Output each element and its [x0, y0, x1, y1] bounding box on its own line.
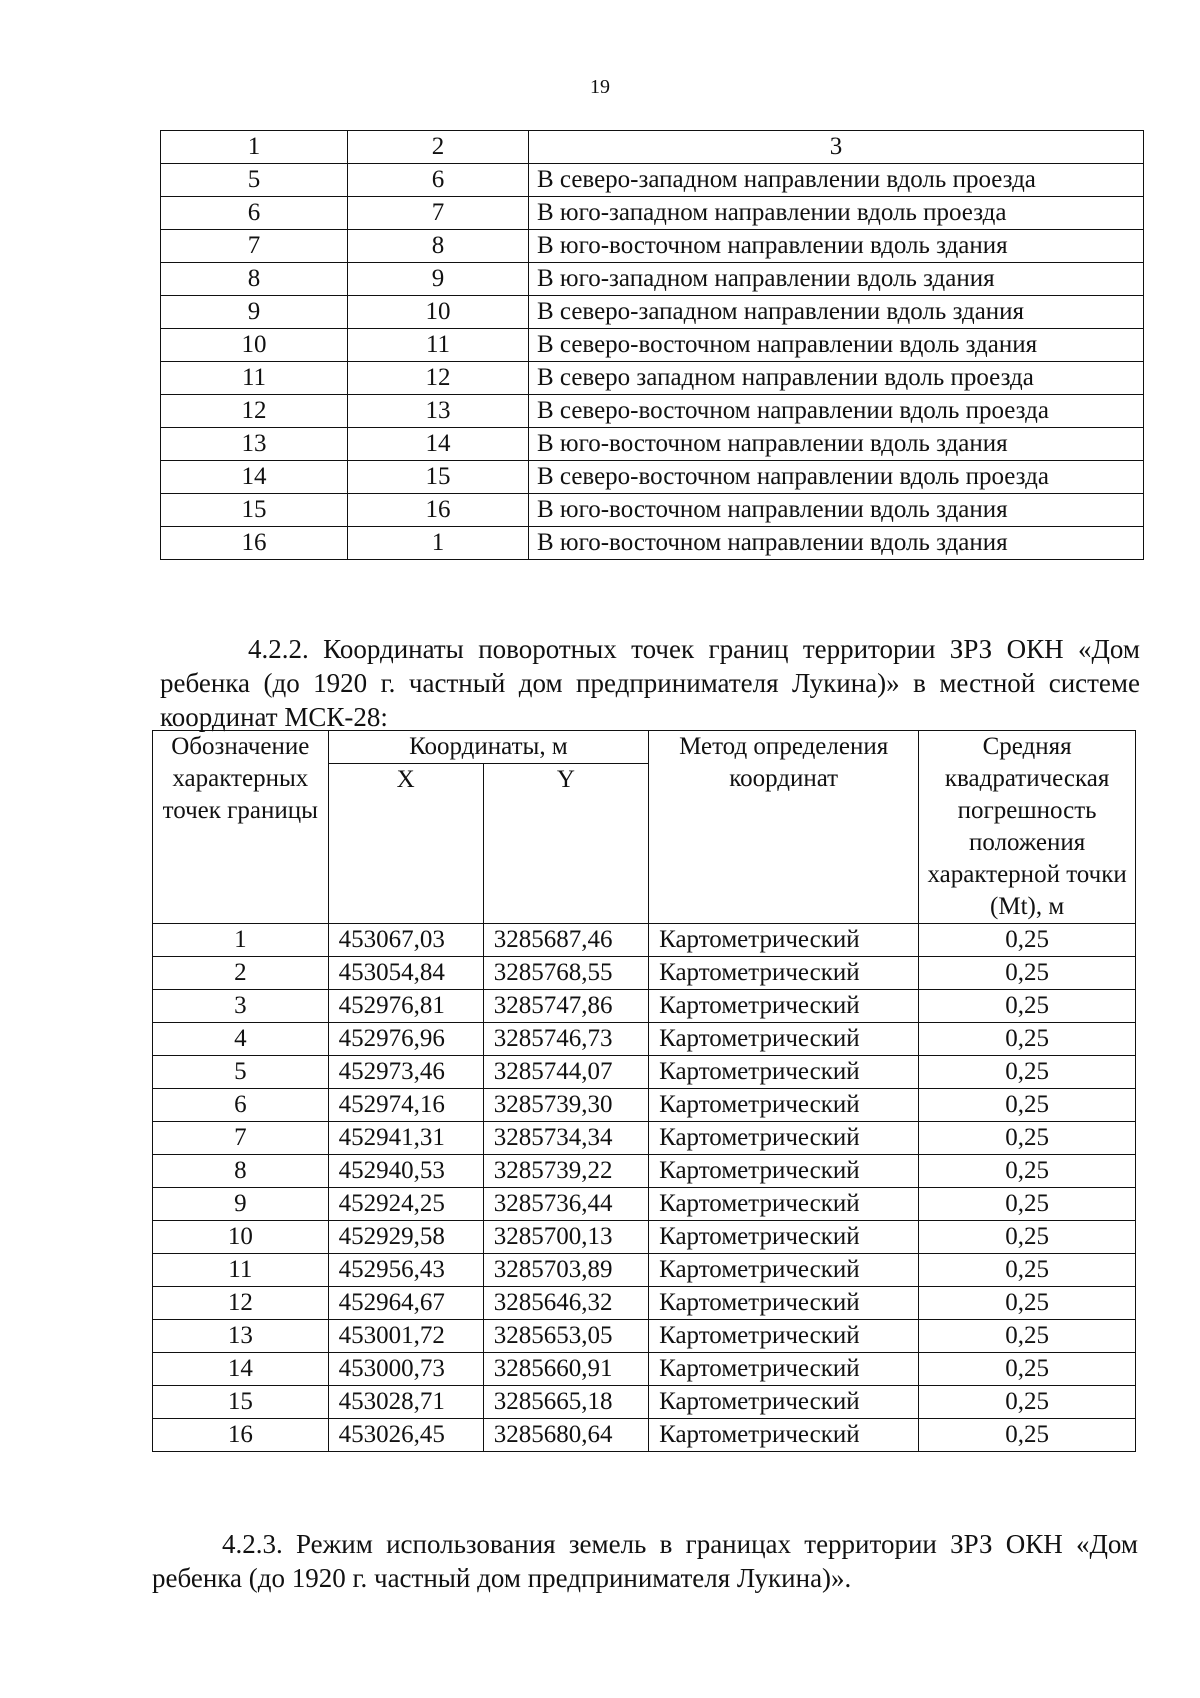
to-point: 13	[348, 395, 529, 428]
error-value: 0,25	[919, 1188, 1136, 1221]
table-row	[153, 1221, 1136, 1254]
table-row	[153, 1419, 1136, 1452]
method: Картометрический	[649, 1188, 919, 1221]
table-row	[153, 1089, 1136, 1122]
error-value: 0,25	[919, 1023, 1136, 1056]
point-number: 15	[153, 1386, 329, 1419]
x-coordinate: 452964,67	[328, 1287, 483, 1320]
x-coordinate: 452976,96	[328, 1023, 483, 1056]
method: Картометрический	[649, 1155, 919, 1188]
segments-table	[160, 130, 1144, 560]
y-coordinate: 3285739,30	[483, 1089, 648, 1122]
x-coordinate: 453028,71	[328, 1386, 483, 1419]
col-header: 3	[529, 131, 1144, 164]
error-value: 0,25	[919, 1320, 1136, 1353]
from-point: 6	[161, 197, 348, 230]
y-coordinate: 3285744,07	[483, 1056, 648, 1089]
error-value: 0,25	[919, 1089, 1136, 1122]
point-number: 6	[153, 1089, 329, 1122]
col-header: 1	[161, 131, 348, 164]
table-row	[161, 197, 1144, 230]
y-coordinate: 3285703,89	[483, 1254, 648, 1287]
col-header: 2	[348, 131, 529, 164]
section-4-2-3-paragraph: 4.2.3. Режим использования земель в границах территории ЗРЗ ОКН «Дом ребенка (до 1920 г. частный дом предпринимателя Лукина)».	[152, 1529, 1138, 1593]
to-point: 15	[348, 461, 529, 494]
error-value: 0,25	[919, 1353, 1136, 1386]
point-number: 1	[153, 924, 329, 957]
direction-description: В юго-восточном направлении вдоль здания	[529, 494, 1144, 527]
point-number: 12	[153, 1287, 329, 1320]
y-coordinate: 3285736,44	[483, 1188, 648, 1221]
table-row	[153, 1056, 1136, 1089]
method: Картометрический	[649, 1056, 919, 1089]
to-point: 7	[348, 197, 529, 230]
method: Картометрический	[649, 1419, 919, 1452]
x-coordinate: 452974,16	[328, 1089, 483, 1122]
point-number: 4	[153, 1023, 329, 1056]
point-number: 14	[153, 1353, 329, 1386]
to-point: 9	[348, 263, 529, 296]
method: Картометрический	[649, 1023, 919, 1056]
method: Картометрический	[649, 1353, 919, 1386]
method: Картометрический	[649, 1089, 919, 1122]
table-row	[153, 1287, 1136, 1320]
to-point: 1	[348, 527, 529, 560]
table-header-row	[161, 131, 1144, 164]
method: Картометрический	[649, 1254, 919, 1287]
point-number: 13	[153, 1320, 329, 1353]
y-coordinate: 3285739,22	[483, 1155, 648, 1188]
error-value: 0,25	[919, 1287, 1136, 1320]
y-coordinate: 3285746,73	[483, 1023, 648, 1056]
method: Картометрический	[649, 1122, 919, 1155]
table-row	[153, 1386, 1136, 1419]
direction-description: В северо-западном направлении вдоль здания	[529, 296, 1144, 329]
table-row	[161, 527, 1144, 560]
point-number: 5	[153, 1056, 329, 1089]
table-row	[153, 1320, 1136, 1353]
point-number: 8	[153, 1155, 329, 1188]
x-coordinate: 452929,58	[328, 1221, 483, 1254]
to-point: 14	[348, 428, 529, 461]
x-coordinate: 452940,53	[328, 1155, 483, 1188]
error-value: 0,25	[919, 990, 1136, 1023]
x-coordinate: 453000,73	[328, 1353, 483, 1386]
point-number: 11	[153, 1254, 329, 1287]
to-point: 11	[348, 329, 529, 362]
error-value: 0,25	[919, 1122, 1136, 1155]
from-point: 14	[161, 461, 348, 494]
y-coordinate: 3285734,34	[483, 1122, 648, 1155]
point-number: 16	[153, 1419, 329, 1452]
table-row	[153, 1155, 1136, 1188]
method: Картометрический	[649, 1386, 919, 1419]
table-row	[161, 428, 1144, 461]
from-point: 13	[161, 428, 348, 461]
to-point: 8	[348, 230, 529, 263]
direction-description: В юго-западном направлении вдоль проезда	[529, 197, 1144, 230]
y-coordinate: 3285680,64	[483, 1419, 648, 1452]
table-row	[153, 1122, 1136, 1155]
from-point: 8	[161, 263, 348, 296]
table-row	[161, 362, 1144, 395]
y-coordinate: 3285653,05	[483, 1320, 648, 1353]
x-coordinate: 453001,72	[328, 1320, 483, 1353]
direction-description: В юго-западном направлении вдоль здания	[529, 263, 1144, 296]
table-row	[161, 461, 1144, 494]
to-point: 10	[348, 296, 529, 329]
point-number: 2	[153, 957, 329, 990]
y-coordinate: 3285687,46	[483, 924, 648, 957]
page-number: 19	[590, 76, 610, 98]
error-value: 0,25	[919, 1386, 1136, 1419]
method: Картометрический	[649, 1287, 919, 1320]
x-coordinate: 453026,45	[328, 1419, 483, 1452]
table-row	[153, 1188, 1136, 1221]
header-method: Метод определения координат	[649, 731, 919, 924]
table-row	[161, 296, 1144, 329]
method: Картометрический	[649, 924, 919, 957]
y-coordinate: 3285646,32	[483, 1287, 648, 1320]
table-row	[161, 230, 1144, 263]
point-number: 7	[153, 1122, 329, 1155]
y-coordinate: 3285665,18	[483, 1386, 648, 1419]
to-point: 12	[348, 362, 529, 395]
from-point: 9	[161, 296, 348, 329]
from-point: 11	[161, 362, 348, 395]
table-row	[153, 1353, 1136, 1386]
from-point: 16	[161, 527, 348, 560]
x-coordinate: 453054,84	[328, 957, 483, 990]
section-4-2-2-paragraph: 4.2.2. Координаты поворотных точек границ территории ЗРЗ ОКН «Дом ребенка (до 1920 г. частный дом предпринимателя Лукина)» в местной системе координат МСК-28:	[160, 634, 1140, 732]
from-point: 7	[161, 230, 348, 263]
error-value: 0,25	[919, 1221, 1136, 1254]
direction-description: В северо-восточном направлении вдоль проезда	[529, 461, 1144, 494]
table-row	[153, 1023, 1136, 1056]
table-row	[153, 957, 1136, 990]
to-point: 6	[348, 164, 529, 197]
method: Картометрический	[649, 1221, 919, 1254]
x-coordinate: 453067,03	[328, 924, 483, 957]
x-coordinate: 452941,31	[328, 1122, 483, 1155]
table-row	[161, 329, 1144, 362]
error-value: 0,25	[919, 1254, 1136, 1287]
method: Картометрический	[649, 1320, 919, 1353]
table-row	[161, 164, 1144, 197]
header-y: Y	[483, 764, 648, 924]
point-number: 3	[153, 990, 329, 1023]
point-number: 10	[153, 1221, 329, 1254]
table-row	[153, 990, 1136, 1023]
x-coordinate: 452956,43	[328, 1254, 483, 1287]
error-value: 0,25	[919, 924, 1136, 957]
error-value: 0,25	[919, 1155, 1136, 1188]
direction-description: В юго-восточном направлении вдоль здания	[529, 230, 1144, 263]
from-point: 12	[161, 395, 348, 428]
table-row	[161, 395, 1144, 428]
direction-description: В юго-восточном направлении вдоль здания	[529, 527, 1144, 560]
from-point: 10	[161, 329, 348, 362]
table-row	[153, 924, 1136, 957]
y-coordinate: 3285747,86	[483, 990, 648, 1023]
method: Картометрический	[649, 957, 919, 990]
x-coordinate: 452973,46	[328, 1056, 483, 1089]
coordinates-table	[152, 730, 1136, 1452]
direction-description: В северо западном направлении вдоль проезда	[529, 362, 1144, 395]
table-row	[161, 494, 1144, 527]
x-coordinate: 452976,81	[328, 990, 483, 1023]
x-coordinate: 452924,25	[328, 1188, 483, 1221]
header-error: Средняя квадратическая погрешность положения характерной точки (Mt), м	[919, 731, 1136, 924]
y-coordinate: 3285660,91	[483, 1353, 648, 1386]
header-x: X	[328, 764, 483, 924]
direction-description: В северо-западном направлении вдоль проезда	[529, 164, 1144, 197]
direction-description: В северо-восточном направлении вдоль проезда	[529, 395, 1144, 428]
header-coordinates: Координаты, м	[328, 731, 648, 764]
direction-description: В юго-восточном направлении вдоль здания	[529, 428, 1144, 461]
table-row	[161, 263, 1144, 296]
table-row	[153, 1254, 1136, 1287]
error-value: 0,25	[919, 1056, 1136, 1089]
point-number: 9	[153, 1188, 329, 1221]
y-coordinate: 3285768,55	[483, 957, 648, 990]
error-value: 0,25	[919, 957, 1136, 990]
direction-description: В северо-восточном направлении вдоль здания	[529, 329, 1144, 362]
from-point: 15	[161, 494, 348, 527]
error-value: 0,25	[919, 1419, 1136, 1452]
method: Картометрический	[649, 990, 919, 1023]
y-coordinate: 3285700,13	[483, 1221, 648, 1254]
to-point: 16	[348, 494, 529, 527]
from-point: 5	[161, 164, 348, 197]
header-point: Обозначение характерных точек границы	[153, 731, 329, 924]
